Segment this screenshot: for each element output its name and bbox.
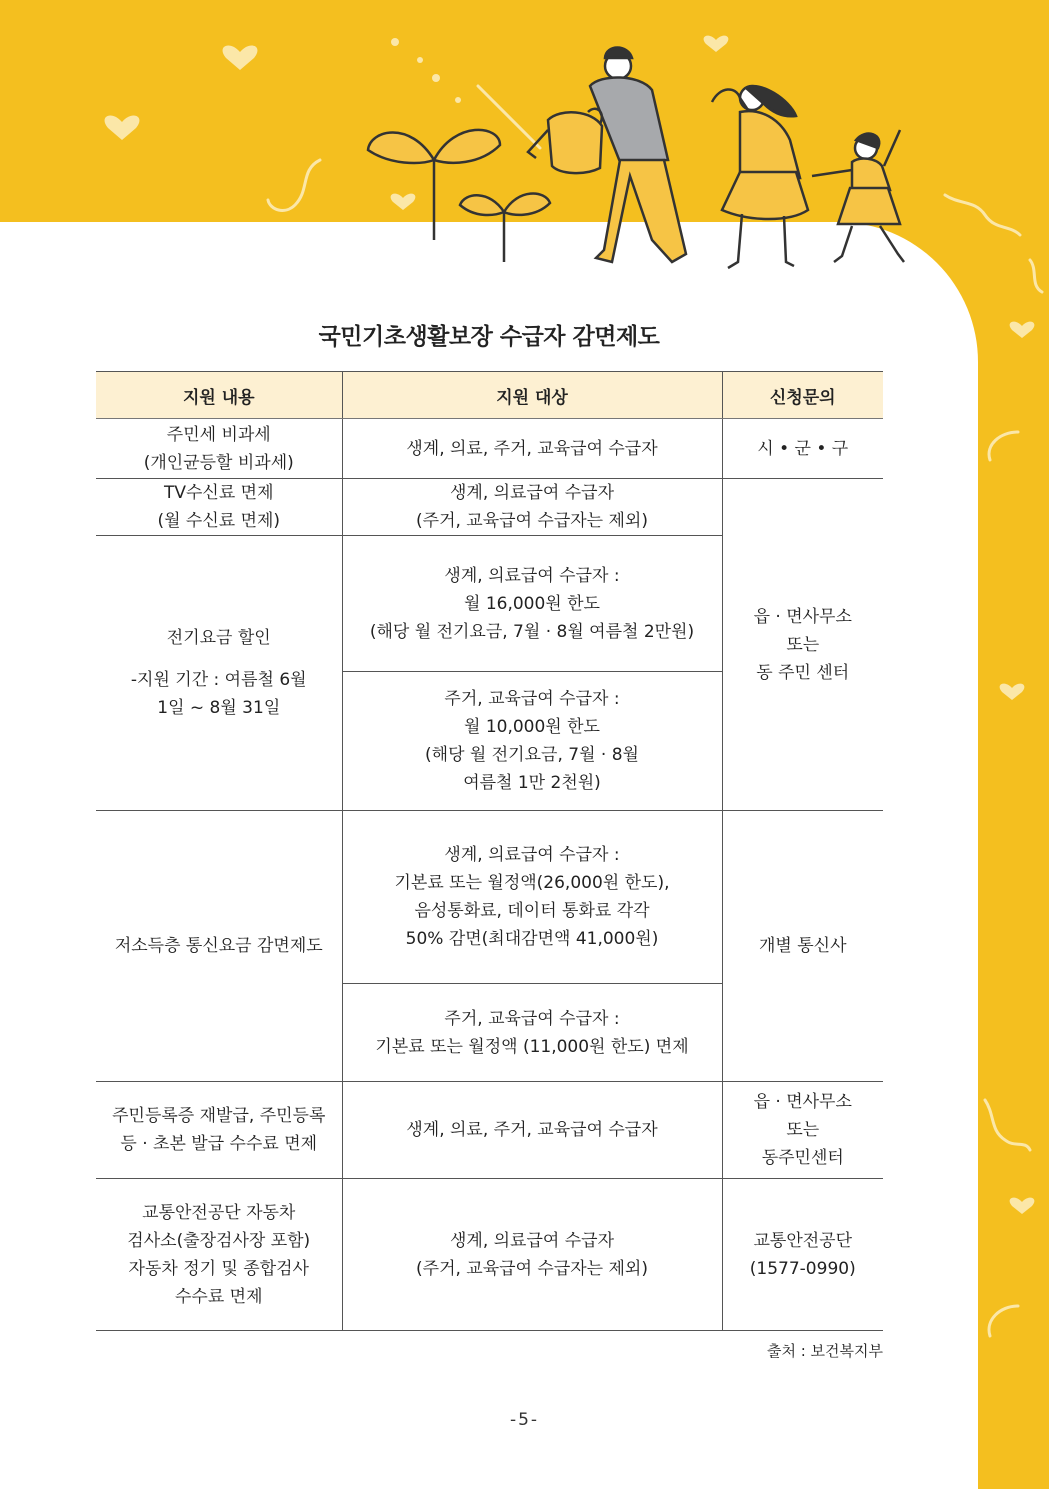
source-note: 출처 : 보건복지부 xyxy=(766,1342,883,1360)
cell-target: 주거, 교육급여 수급자 : 기본료 또는 월정액 (11,000원 한도) 면제 xyxy=(342,984,722,1082)
cell-target: 생계, 의료, 주거, 교육급여 수급자 xyxy=(342,1082,722,1179)
cell-content: 저소득층 통신요금 감면제도 xyxy=(96,811,342,1082)
cell-content: TV수신료 면제 (월 수신료 면제) xyxy=(96,479,342,536)
dot-decorations xyxy=(391,38,461,103)
heart-icon xyxy=(1010,1198,1035,1214)
cell-target: 생계, 의료급여 수급자 (주거, 교육급여 수급자는 제외) xyxy=(342,1179,722,1331)
table-row xyxy=(96,1179,883,1331)
cell-contact: 읍 · 면사무소 또는 동 주민 센터 xyxy=(722,479,883,811)
cell-content: 전기요금 할인 -지원 기간 : 여름철 6월 1일 ~ 8월 31일 xyxy=(96,536,342,811)
header-target: 지원 대상 xyxy=(342,372,722,419)
cell-contact: 읍 · 면사무소 또는 동주민센터 xyxy=(722,1082,883,1179)
table-row xyxy=(96,811,883,984)
cell-target: 생계, 의료급여 수급자 : 월 16,000원 한도 (해당 월 전기요금, 7월 · 8월 여름철 2만원) xyxy=(342,536,722,672)
cell-contact: 개별 통신사 xyxy=(722,811,883,1082)
cell-content: 주민세 비과세 (개인균등할 비과세) xyxy=(96,419,342,479)
cell-content: 주민등록증 재발급, 주민등록 등 · 초본 발급 수수료 면제 xyxy=(96,1082,342,1179)
cell-target: 주거, 교육급여 수급자 : 월 10,000원 한도 (해당 월 전기요금, 7월 · 8월 여름철 1만 2천원) xyxy=(342,672,722,811)
header-contact: 신청문의 xyxy=(722,372,883,419)
table-header-row xyxy=(96,372,883,419)
cell-contact: 교통안전공단 (1577-0990) xyxy=(722,1179,883,1331)
heart-icon xyxy=(105,115,140,140)
heart-icon xyxy=(223,45,258,70)
table-row xyxy=(96,479,883,536)
header-content: 지원 내용 xyxy=(96,372,342,419)
cell-target: 생계, 의료급여 수급자 : 기본료 또는 월정액(26,000원 한도), 음성통화료, 데이터 통화료 각각 50% 감면(최대감면액 41,000원) xyxy=(342,811,722,984)
cell-content: 교통안전공단 자동차 검사소(출장검사장 포함) 자동차 정기 및 종합검사 수수료 면제 xyxy=(96,1179,342,1331)
cell-target: 생계, 의료, 주거, 교육급여 수급자 xyxy=(342,419,722,479)
table-row xyxy=(96,419,883,479)
heart-icon xyxy=(391,194,416,210)
heart-icon xyxy=(1010,322,1035,338)
heart-icon xyxy=(1000,684,1025,700)
benefit-table xyxy=(96,371,883,1331)
cell-target: 생계, 의료급여 수급자 (주거, 교육급여 수급자는 제외) xyxy=(342,479,722,536)
page-number: -5- xyxy=(509,1410,540,1430)
cell-contact: 시 • 군 • 구 xyxy=(722,419,883,479)
table-row xyxy=(96,1082,883,1179)
heart-icon xyxy=(704,36,729,52)
page-title: 국민기초생활보장 수급자 감면제도 xyxy=(318,324,660,350)
